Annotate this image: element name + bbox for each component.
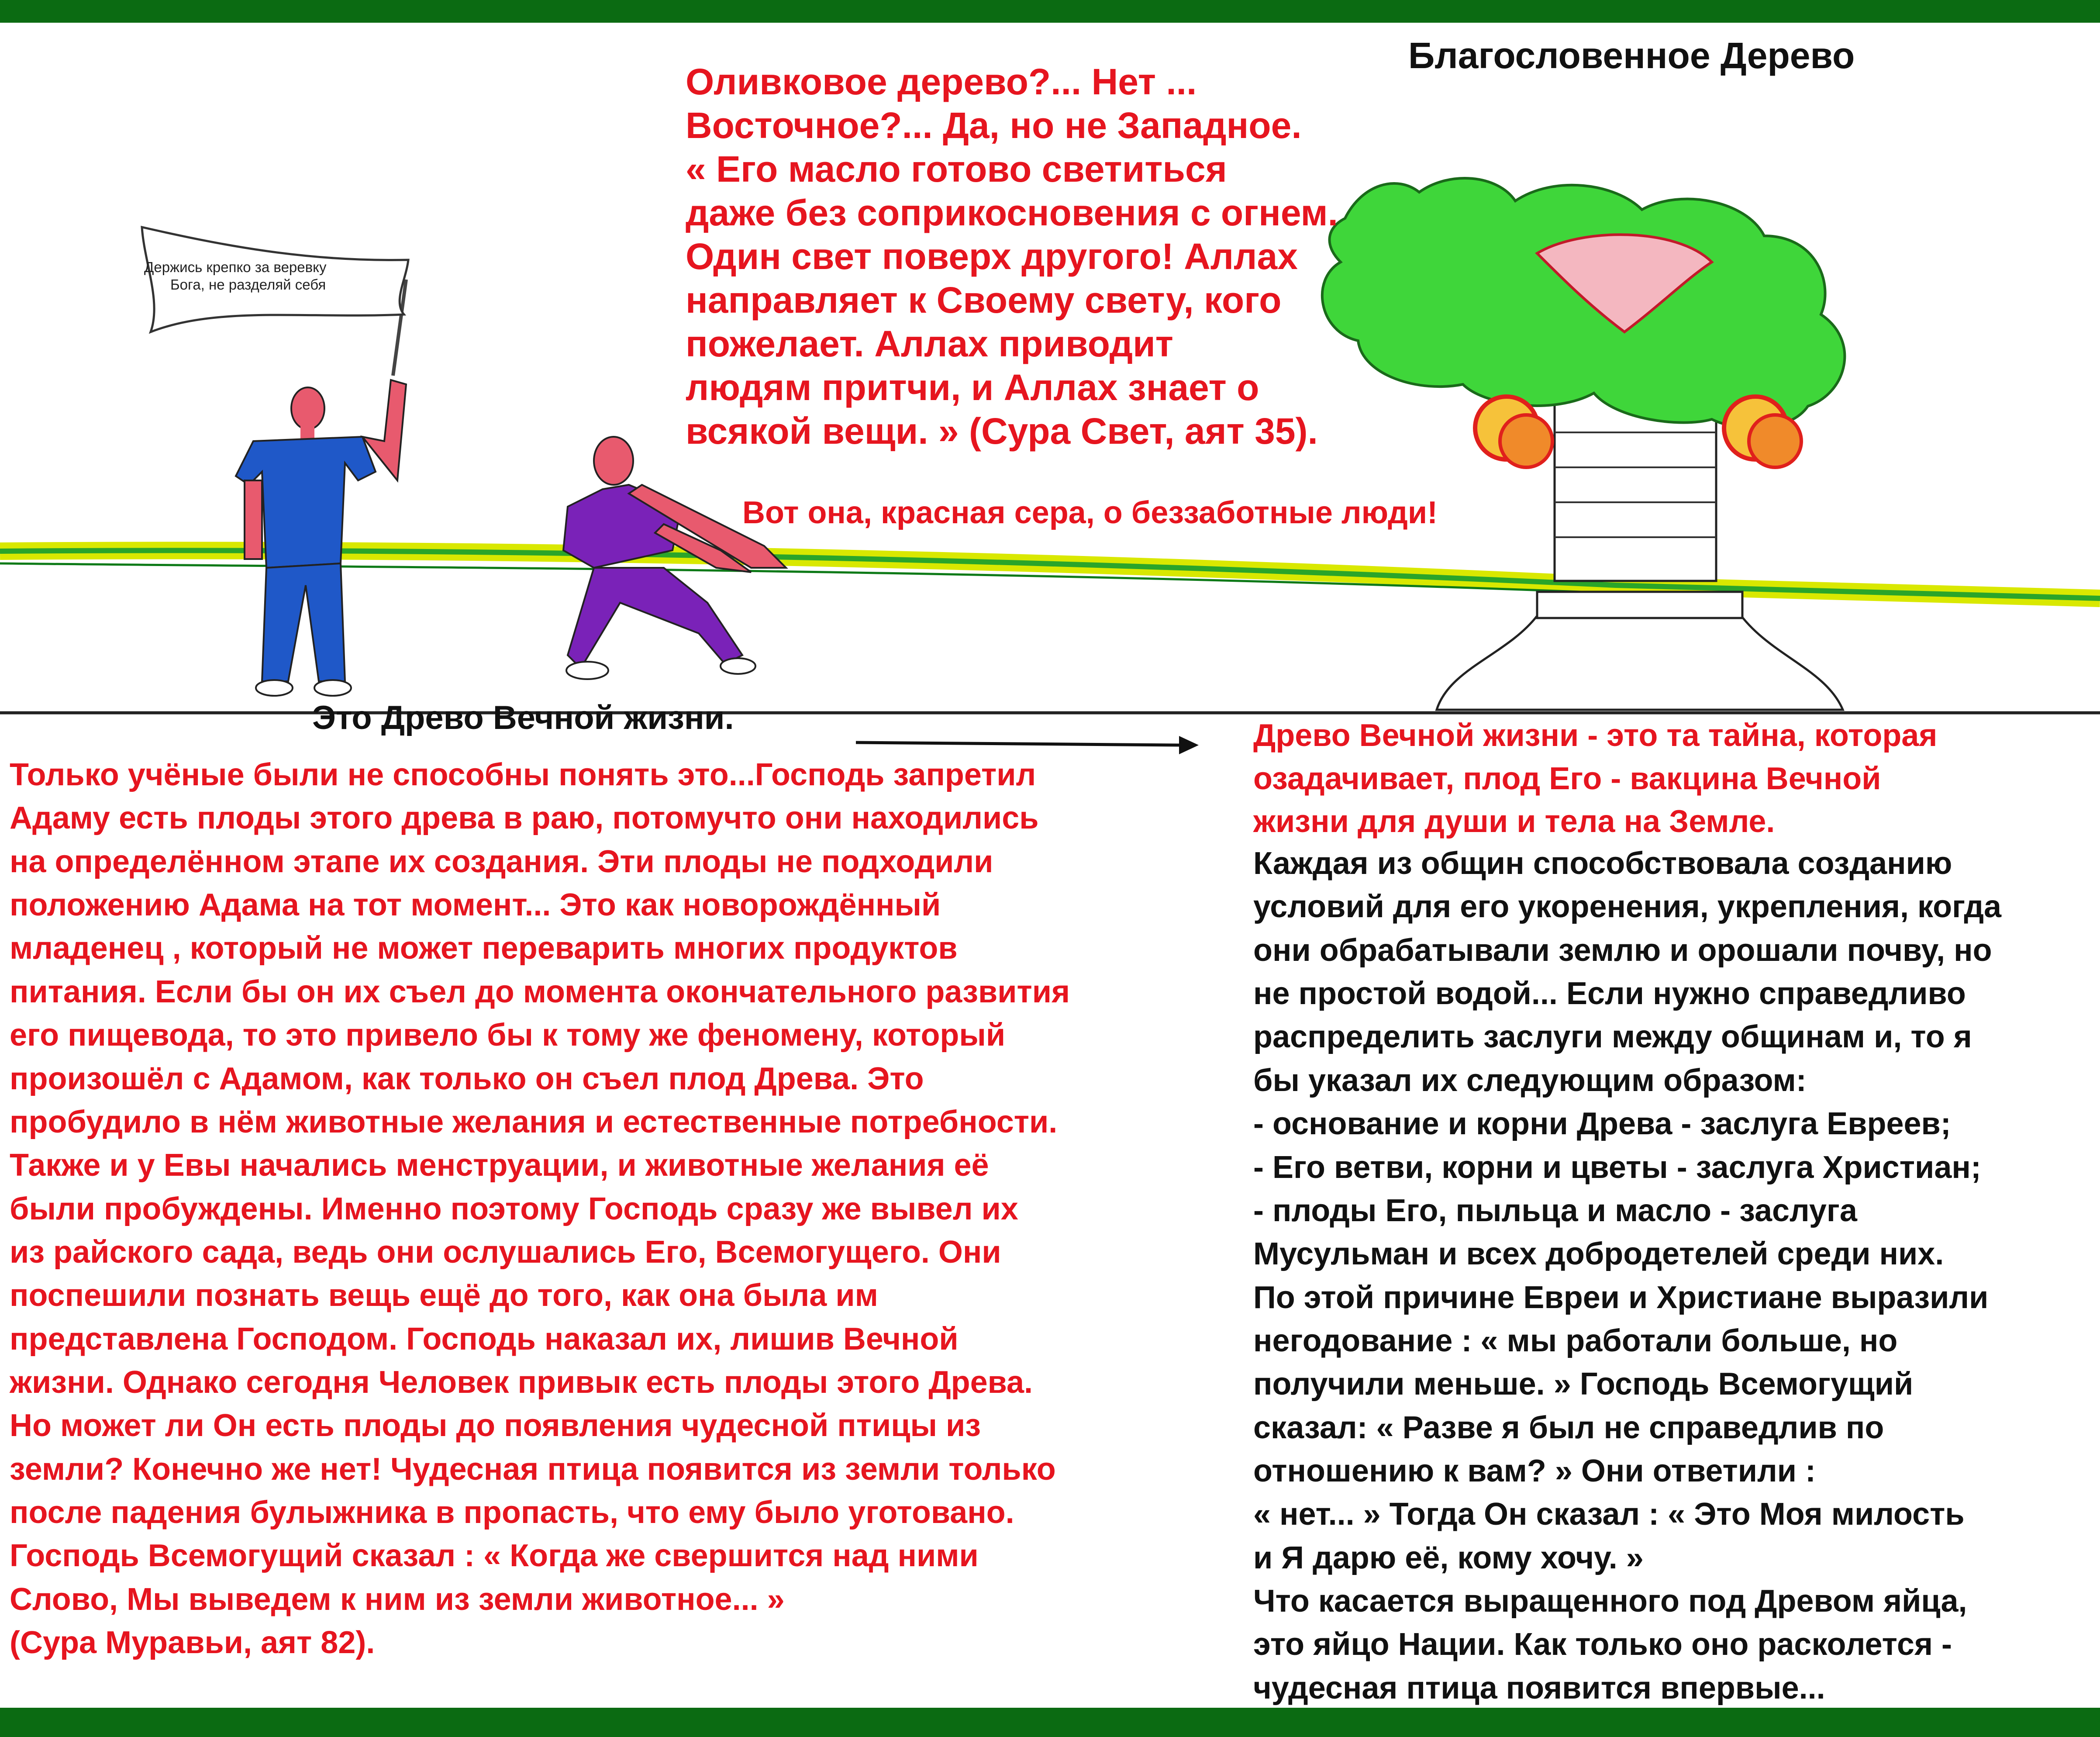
paragraph-line: положению Адама на тот момент... Это как новорождённый xyxy=(10,887,941,923)
right-red-paragraph xyxy=(1253,714,1937,843)
paragraph-line: - плоды Его, пыльца и масло - заслуга xyxy=(1253,1193,1857,1228)
red-sulfur-line: Вот она, красная сера, о беззаботные люди! xyxy=(742,495,1438,530)
flag-text xyxy=(144,259,326,294)
paragraph-line: Слово, Мы выведем к ним из земли животное... » xyxy=(10,1582,785,1617)
paragraph-line: Только учёные были не способны понять это...Господь запретил xyxy=(10,757,1036,792)
paragraph-line: чудесная птица появится впервые... xyxy=(1253,1670,1825,1706)
paragraph-line: после падения булыжника в пропасть, что ему было уготовано. xyxy=(10,1495,1014,1530)
left-paragraph xyxy=(10,753,1070,1665)
bottom-border xyxy=(0,1708,2100,1737)
paragraph-line: отношению к вам? » Они ответили : xyxy=(1253,1454,1816,1489)
paragraph-line: и Я дарю её, кому хочу. » xyxy=(1253,1540,1644,1575)
subtitle: Это Древо Вечной жизни. xyxy=(312,699,734,736)
quote-line: пожелает. Аллах приводит xyxy=(686,323,1173,364)
paragraph-line: его пищевода, то это привело бы к тому же феномену, который xyxy=(10,1018,1006,1053)
paragraph-line: произошёл с Адамом, как только он съел плод Древа. Это xyxy=(10,1061,924,1096)
man-holding-flag xyxy=(236,380,406,696)
paragraph-line: негодование : « мы работали больше, но xyxy=(1253,1323,1898,1358)
paragraph-line: не простой водой... Если нужно справедливо xyxy=(1253,976,1966,1012)
paragraph-line: условий для его укоренения, укрепления, когда xyxy=(1253,889,2002,925)
paragraph-line: Адаму есть плоды этого древа в раю, потомучто они находились xyxy=(10,801,1039,836)
paragraph-line: представлена Господом. Господь наказал их, лишив Вечной xyxy=(10,1321,959,1357)
flag-text-line: Бога, не разделяй себя xyxy=(170,276,326,293)
paragraph-line: питания. Если бы он их съел до момента окончательного развития xyxy=(10,974,1070,1009)
paragraph-line: - Его ветви, корни и цветы - заслуга Христиан; xyxy=(1253,1150,1981,1185)
paragraph-line: сказал: « Разве я был не справедлив по xyxy=(1253,1410,1884,1445)
tree-crown xyxy=(1322,178,1845,428)
quote-line: « Его масло готово светиться xyxy=(686,148,1227,190)
paragraph-line: « нет... » Тогда Он сказал : « Это Моя милость xyxy=(1253,1497,1965,1532)
paragraph-line: Древо Вечной жизни - это та тайна, которая xyxy=(1253,718,1938,753)
paragraph-line: Что касается выращенного под Древом яйца, xyxy=(1253,1584,1967,1619)
paragraph-line: поспешили познать вещь ещё до того, как она была им xyxy=(10,1278,878,1313)
paragraph-line: жизни. Однако сегодня Человек привык есть плоды этого Древа. xyxy=(10,1365,1033,1400)
tree-roots xyxy=(1437,611,1843,710)
paragraph-line: из райского сада, ведь они ослушались Его, Всемогущего. Они xyxy=(10,1234,1001,1270)
quote-block xyxy=(686,60,1338,453)
quote-line: Один свет поверх другого! Аллах xyxy=(686,235,1298,277)
paragraph-line: Господь Всемогущий сказал : « Когда же свершится над ними xyxy=(10,1538,979,1574)
paragraph-line: земли? Конечно же нет! Чудесная птица появится из земли только xyxy=(10,1451,1056,1487)
paragraph-line: это яйцо Нации. Как только оно расколется - xyxy=(1253,1627,1952,1662)
paragraph-line: пробудило в нём животные желания и естественные потребности. xyxy=(10,1104,1058,1140)
paragraph-line: получили меньше. » Господь Всемогущий xyxy=(1253,1367,1914,1402)
paragraph-line: По этой причине Евреи и Христиане выразили xyxy=(1253,1280,1989,1315)
paragraph-line: на определённом этапе их создания. Эти плоды не подходили xyxy=(10,844,993,879)
quote-line: направляет к Своему свету, кого xyxy=(686,279,1282,321)
flag-text-line: Держись крепко за веревку xyxy=(144,259,327,275)
paragraph-line: бы указал их следующим образом: xyxy=(1253,1063,1807,1098)
paragraph-line: младенец , который не может переварить многих продуктов xyxy=(10,931,958,966)
page-title: Благословенное Дерево xyxy=(1408,35,1855,76)
paragraph-line: Также и у Евы начались менструации, и животные желания её xyxy=(10,1148,989,1183)
paragraph-line: Но может ли Он есть плоды до появления чудесной птицы из xyxy=(10,1408,981,1443)
right-black-paragraph xyxy=(1253,842,2001,1710)
paragraph-line: они обрабатывали землю и орошали почву, но xyxy=(1253,932,1992,968)
quote-line: Оливковое дерево?... Нет ... xyxy=(686,61,1197,102)
quote-line: всякой вещи. » (Сура Свет, аят 35). xyxy=(686,410,1318,452)
arrow-icon xyxy=(856,736,1199,754)
paragraph-line: Мусульман и всех добродетелей среди них. xyxy=(1253,1236,1944,1272)
paragraph-line: (Сура Муравьи, аят 82). xyxy=(10,1625,375,1661)
quote-line: даже без соприкосновения с огнем. xyxy=(686,192,1338,233)
paragraph-line: озадачивает, плод Его - вакцина Вечной xyxy=(1253,761,1881,796)
paragraph-line: Каждая из общин способствовала созданию xyxy=(1253,846,1952,881)
paragraph-line: распределить заслуги между общинам и, то я xyxy=(1253,1019,1972,1055)
quote-line: Восточное?... Да, но не Западное. xyxy=(686,104,1302,146)
blessed-tree xyxy=(1322,178,1845,710)
quote-line: людям притчи, и Аллах знает о xyxy=(686,366,1259,408)
paragraph-line: жизни для души и тела на Земле. xyxy=(1253,804,1775,839)
paragraph-line: были пробуждены. Именно поэтому Господь сразу же вывел их xyxy=(10,1191,1018,1226)
paragraph-line: - основание и корни Древа - заслуга Евреев; xyxy=(1253,1106,1951,1142)
flag xyxy=(142,227,408,376)
